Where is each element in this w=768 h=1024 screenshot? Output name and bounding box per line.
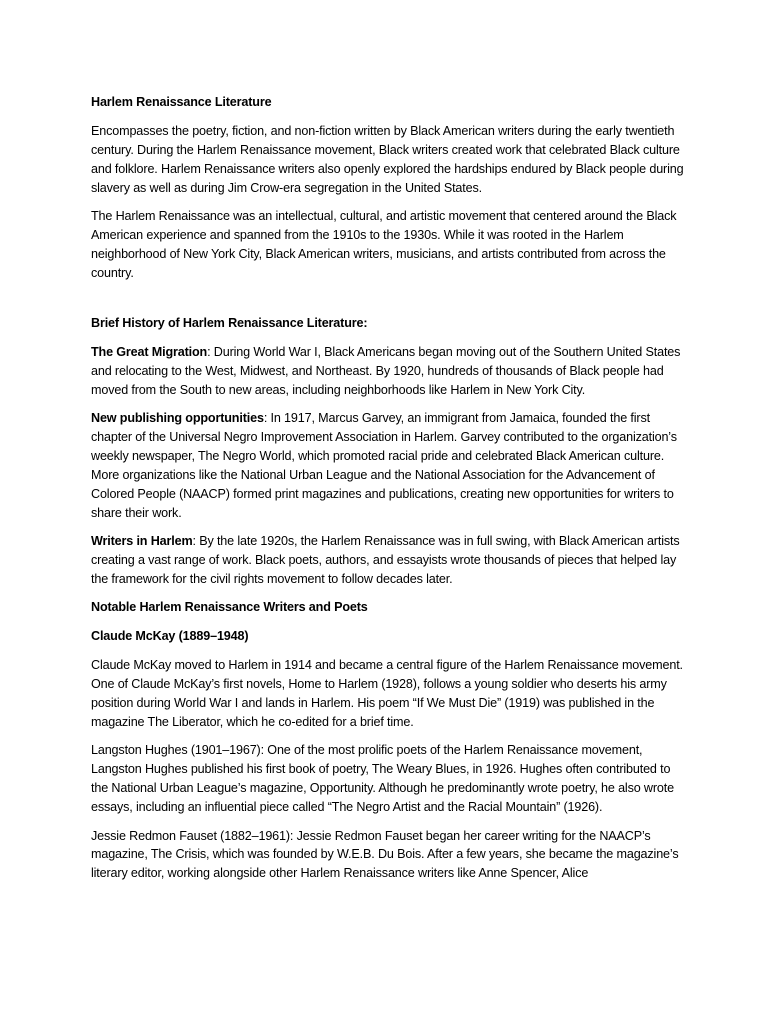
history-writers-in-harlem [91, 532, 687, 589]
history-heading: Brief History of Harlem Renaissance Literature: [91, 316, 368, 331]
history-writers-in-harlem-lead: Writers in Harlem [91, 534, 193, 549]
history-great-migration-text: : During World War I, Black Americans began moving out of the Southern United States and relocating to the West, Midwest, and Northeast. By 1920, hundreds of thousands of Black people had moved from the South to new areas, including neighborhoods like Harlem in New York City. [91, 345, 681, 397]
history-writers-in-harlem-text: : By the late 1920s, the Harlem Renaissance was in full swing, with Black American artists creating a vast range of work. Black poets, authors, and essayists wrote thousands of pieces that helped lay the framework for the civil rights movement to follow decades later. [91, 534, 680, 587]
document-body [91, 93, 687, 893]
document-title: Harlem Renaissance Literature [91, 95, 272, 109]
history-great-migration [91, 343, 687, 400]
hughes-paragraph: Langston Hughes (1901–1967): One of the most prolific poets of the Harlem Renaissance movement, Langston Hughes published his first book of poetry, The Weary Blues, in 1926. Hughes often contributed to the National Urban League’s magazine, Opportunity. Although he predominantly wrote poetry, he also wrote essays, including an influential piece called “The Negro Artist and the Racial Mountain” (1926). [91, 743, 674, 815]
mckay-paragraph: Claude McKay moved to Harlem in 1914 and became a central figure of the Harlem Renaissance movement. One of Claude McKay’s first novels, Home to Harlem (1928), follows a young soldier who deserts his army position during World War I and lands in Harlem. His poem “If We Must Die” (1919) was published in the magazine The Liberator, which he co-edited for a brief time. [91, 658, 683, 729]
section-spacer [91, 292, 687, 314]
writers-heading: Notable Harlem Renaissance Writers and Poets [91, 600, 368, 615]
fauset-paragraph: Jessie Redmon Fauset (1882–1961): Jessie Redmon Fauset began her career writing for the NAACP’s magazine, The Crisis, which was founded by W.E.B. Du Bois. After a few years, she became the magazine’s literary editor, working alongside other Harlem Renaissance writers like Anne Spencer, Alice [91, 828, 679, 881]
history-publishing-text: : In 1917, Marcus Garvey, an immigrant from Jamaica, founded the first chapter of the Universal Negro Improvement Association in Harlem. Garvey contributed to the organization’s weekly newspaper, The Negro World, which promoted racial pride and celebrated Black American culture. More organizations like the National Urban League and the National Association for the Advancement of Colored People (NAACP) formed print magazines and publications, creating new opportunities for writers to share their work. [91, 411, 677, 520]
intro-paragraph-2: The Harlem Renaissance was an intellectual, cultural, and artistic movement that centered around the Black American experience and spanned from the 1910s to the 1930s. While it was rooted in the Harlem neighborhood of New York City, Black American writers, musicians, and artists contributed from across the country. [91, 209, 677, 280]
mckay-heading: Claude McKay (1889–1948) [91, 629, 249, 644]
intro-paragraph-1: Encompasses the poetry, fiction, and non-fiction written by Black American writers during the early twentieth century. During the Harlem Renaissance movement, Black writers created work that celebrated Black culture and folklore. Harlem Renaissance writers also openly explored the hardships endured by Black people during slavery as well as during Jim Crow-era segregation in the United States. [91, 123, 684, 195]
history-publishing [91, 409, 687, 522]
history-publishing-lead: New publishing opportunities [91, 411, 264, 426]
history-great-migration-lead: The Great Migration [91, 345, 208, 360]
